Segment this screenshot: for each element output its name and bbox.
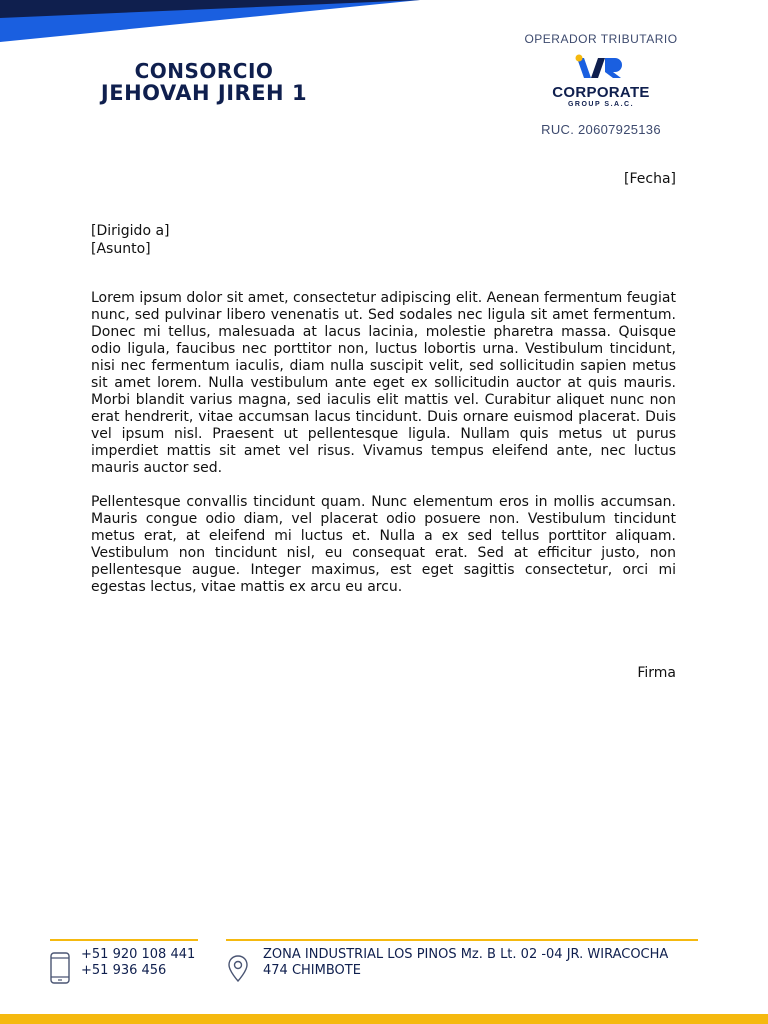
footer-phone: +51 920 108 441	[81, 947, 196, 962]
company-name-line2: JEHOVAH JIREH 1	[100, 81, 308, 105]
operator-sub: GROUP S.A.C.	[567, 101, 635, 108]
map-pin-icon	[226, 954, 250, 984]
company-name	[80, 60, 328, 105]
letter-date: [Fecha]	[624, 171, 676, 187]
company-name-line1: CONSORCIO	[134, 59, 274, 83]
letter-recipient: [Dirigido a]	[91, 223, 170, 239]
letter-body	[91, 290, 676, 613]
corporate-logo-icon	[571, 54, 631, 82]
operator-ruc: RUC. 20607925136	[541, 122, 661, 137]
footer-bar	[0, 1014, 768, 1024]
letter-subject: [Asunto]	[91, 241, 151, 257]
phone-icon	[48, 952, 72, 984]
letter-address-block	[91, 222, 170, 258]
operator-brand: CORPORATE	[552, 84, 650, 101]
footer-phones	[81, 947, 196, 987]
letter-signature: Firma	[637, 665, 676, 681]
footer-divider-right	[226, 939, 698, 941]
operator-title: OPERADOR TRIBUTARIO	[524, 32, 678, 46]
letter-paragraph: Lorem ipsum dolor sit amet, consectetur adipiscing elit. Aenean fermentum feugiat nunc, sed pulvinar libero venenatis ut. Sed sodales nec ligula sit amet fermentum. Donec mi tellus, malesuada at lacus lacinia, molestie pharetra massa. Quisque odio ligula, faucibus nec porttitor non, luctus lobortis urna. Vestibulum tincidunt, nisi nec fermentum iaculis, diam nulla suscipit velit, sed sollicitudin sapien metus sit amet lorem. Nulla vestibulum ante eget ex sollicitudin auctor at quis mauris. Morbi blandit varius magna, sed iaculis elit mattis vel. Curabitur aliquet nunc non erat hendrerit, vitae accumsan lacus tincidunt. Duis ornare euismod placerat. Duis vel ipsum nisl. Praesent ut pellentesque ligula. Nullam quis metus ut purus imperdiet mattis sit amet vel risus. Vivamus tempus eleifend ante, nec luctus mauris auctor sed.	[91, 290, 676, 476]
footer-divider-left	[50, 939, 198, 941]
footer-phone: +51 936 456	[81, 963, 167, 978]
operator-block	[500, 32, 702, 137]
header-band	[0, 0, 420, 44]
footer-address: ZONA INDUSTRIAL LOS PINOS Mz. B Lt. 02 -04 JR. WIRACOCHA 474 CHIMBOTE	[263, 947, 669, 978]
letter-paragraph: Pellentesque convallis tincidunt quam. Nunc elementum eros in mollis accumsan. Mauris congue odio diam, vel placerat odio posuere non. Vestibulum tincidunt metus erat, at eleifend mi luctus et. Nulla a ex sed tellus porttitor aliquam. Vestibulum non tincidunt nisl, eu consequat erat. Sed at efficitur justo, non pellentesque augue. Integer maximus, est eget sagittis consectetur, orci mi egestas lectus, vitae mattis ex arcu eu arcu.	[91, 494, 676, 595]
